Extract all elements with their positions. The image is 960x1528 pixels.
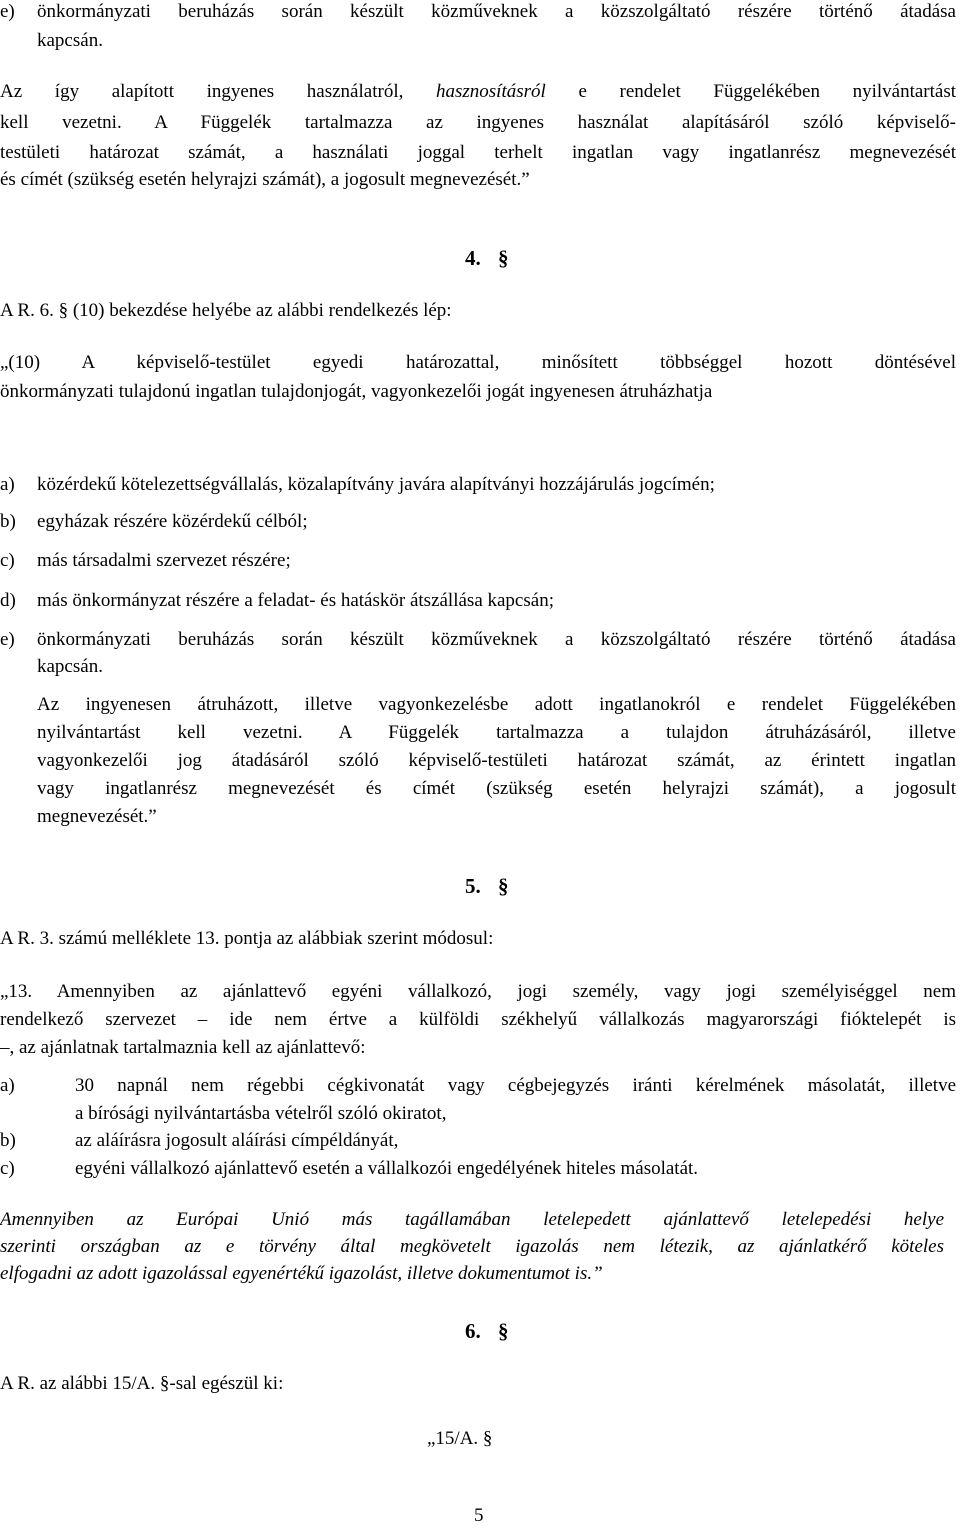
section-heading: 6. § [465,1319,509,1343]
section-symbol: § [498,1319,509,1343]
paragraph-line: és címét (szükség esetén helyrajzi számát), a jogosult megnevezését.” [0,169,530,190]
paragraph-line: nyilvántartást kell vezetni. A Függelék tartalmazza a tulajdon átruházásáról, illetve [37,722,956,743]
list-marker: c) [0,550,15,571]
list-item [0,473,960,497]
list-marker: e) [0,1,15,22]
list-item-text: 30 napnál nem régebbi cégkivonatát vagy cégbejegyzés iránti kérelmének másolatát, illetve [75,1075,956,1096]
list-item-text: egyházak részére közérdekű célból; [37,511,308,532]
list-marker: d) [0,590,16,611]
list-item-text: más önkormányzat részére a feladat- és hatáskör átszállása kapcsán; [37,590,554,611]
list-item-continuation: kapcsán. [37,656,103,677]
list-item [0,549,960,573]
list-item-text: önkormányzati beruházás során készült közműveknek a közszolgáltató részére történő átadása [37,629,956,650]
list-marker: a) [0,474,15,495]
quote-line: „(10) A képviselő-testület egyedi határozattal, minősített többséggel hozott döntésével [0,352,956,373]
list-item [0,1157,960,1181]
section-heading: 4. § [465,246,509,270]
paragraph-line: Az így alapított ingyenes használatról, hasznosításról e rendelet Függelékében nyilvántartást [0,81,956,102]
list-item-text: egyéni vállalkozó ajánlattevő esetén a vállalkozói engedélyének hiteles másolatát. [75,1158,699,1179]
list-item [0,1129,960,1153]
list-item-text: más társadalmi szervezet részére; [37,550,291,571]
list-item-text: önkormányzati beruházás során készült közműveknek a közszolgáltató részére történő átadása [37,1,956,22]
list-item-text: közérdekű kötelezettségvállalás, közalapítvány javára alapítványi hozzájárulás jogcímén; [37,474,715,495]
list-item [0,0,960,24]
paragraph-line: vagyonkezelői jog átadásáról szóló képviselő-testületi határozat számát, az érintett ingatlan [37,750,956,771]
italic-text: hasznosításról [436,81,546,102]
paragraph-line: megnevezését.” [37,806,157,827]
list-item [0,589,960,613]
list-item-continuation: a bírósági nyilvántartásba vételről szóló okiratot, [75,1103,447,1124]
sub-heading: „15/A. § [427,1428,493,1449]
list-marker: b) [0,511,16,532]
quote-line: önkormányzati tulajdonú ingatlan tulajdonjogát, vagyonkezelői jogát ingyenesen átruházhatja [0,381,713,402]
list-item [0,628,960,652]
paragraph-line: Az ingyenesen átruházott, illetve vagyonkezelésbe adott ingatlanokról e rendelet Függelékében [37,694,956,715]
section-symbol: § [498,874,509,898]
list-item-continuation: kapcsán. [37,30,103,51]
paragraph-line: –, az ajánlatnak tartalmaznia kell az ajánlattevő: [0,1037,366,1058]
list-item-text: az aláírásra jogosult aláírási címpéldányát, [75,1130,399,1151]
paragraph-line: kell vezetni. A Függelék tartalmazza az ingyenes használat alapításáról szóló képviselő- [0,112,956,133]
list-marker: a) [0,1075,15,1096]
italic-paragraph-line: szerinti országban az e törvény által megkövetelt igazolás nem létezik, az ajánlatkérő köteles [0,1236,944,1257]
paragraph-line: „13. Amennyiben az ajánlattevő egyéni vállalkozó, jogi személy, vagy jogi személyiséggel nem [0,981,956,1002]
section-intro: A R. 6. § (10) bekezdése helyébe az alábbi rendelkezés lép: [0,300,452,321]
list-marker: c) [0,1158,15,1179]
section-intro: A R. az alábbi 15/A. §-sal egészül ki: [0,1373,284,1394]
paragraph-line: rendelkező szervezet – ide nem értve a külföldi székhelyű vállalkozás magyarországi fióktelepét is [0,1009,956,1030]
page-number: 5 [474,1505,484,1526]
list-marker: b) [0,1130,16,1151]
list-marker: e) [0,629,15,650]
paragraph-line: vagy ingatlanrész megnevezését és címét (szükség esetén helyrajzi számát), a jogosult [37,778,956,799]
italic-paragraph-line: Amennyiben az Európai Unió más tagállamában letelepedett ajánlattevő letelepedési helye [0,1209,944,1230]
section-symbol: § [498,246,509,270]
list-item [0,1074,960,1098]
list-item [0,510,960,534]
section-intro: A R. 3. számú melléklete 13. pontja az alábbiak szerint módosul: [0,928,494,949]
paragraph-line: testületi határozat számát, a használati joggal terhelt ingatlan vagy ingatlanrész megnevezését [0,142,956,163]
section-heading: 5. § [465,874,509,898]
italic-paragraph-line: elfogadni az adott igazolással egyenértékű igazolást, illetve dokumentumot is.” [0,1263,603,1284]
